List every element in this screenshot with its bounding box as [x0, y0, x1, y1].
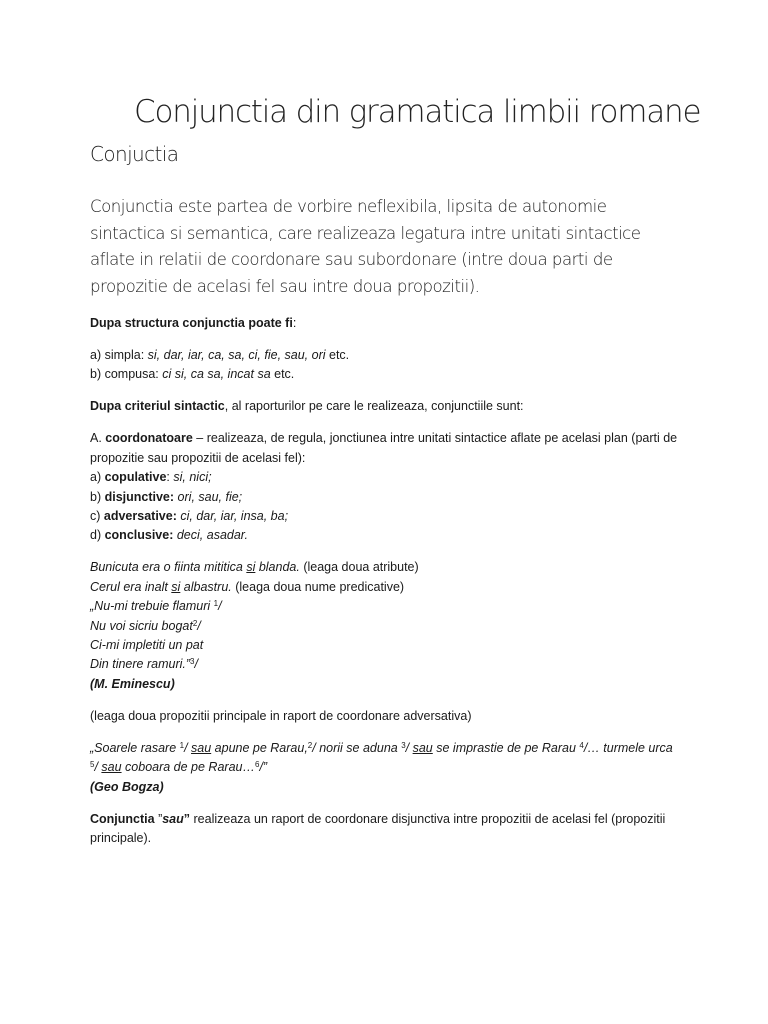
poem-line: Nu voi sicriu bogat$^2$/: [90, 618, 201, 633]
poem-author: (M. Eminescu): [90, 676, 175, 691]
example-line: Bunicuta era o fiinta mititica si blanda. (leaga doua atribute): [90, 560, 419, 575]
document-body: [90, 314, 680, 861]
structure-list: [90, 346, 680, 385]
list-item: c) adversative: ci, dar, iar, insa, ba;: [90, 509, 289, 524]
quote-block: [90, 739, 680, 797]
syntactic-paragraph: Dupa criteriul sintactic, al raporturilor pe care le realizeaza, conjunctiile sunt:: [90, 399, 524, 414]
list-item: a) copulative: si, nici;: [90, 470, 212, 485]
list-item: a) simpla: si, dar, iar, ca, sa, ci, fie, sau, ori etc.: [90, 348, 350, 362]
adversative-note: (leaga doua propozitii principale in raport de coordonare adversativa): [90, 708, 472, 723]
examples-block: [90, 558, 680, 694]
syntactic-heading: Dupa criteriul sintactic: [90, 399, 225, 414]
list-item: b) disjunctive: ori, sau, fie;: [90, 489, 243, 504]
list-item: d) conclusive: deci, asadar.: [90, 528, 248, 543]
structure-heading: Dupa structura conjunctia poate fi: [90, 316, 293, 330]
section-heading: Conjuctia: [90, 142, 179, 166]
conclusion-paragraph: Conjunctia ”sau” realizeaza un raport de coordonare disjunctiva intre propozitii de acelasi fel (propozitii principale).: [90, 811, 666, 846]
quote-text: „Soarele rasare $^1$/ sau apune pe Rarau,$^2$/ norii se aduna $^3$/ sau se imprastie de pe Rarau $^4$/… turmele urca $^5$/ sau coboara de pe Rarau…$^6$/”: [90, 740, 673, 775]
page-title: Conjunctia din gramatica limbii romane: [134, 94, 701, 130]
structure-heading-paragraph: Dupa structura conjunctia poate fi:: [90, 316, 297, 330]
list-item: b) compusa: ci si, ca sa, incat sa etc.: [90, 367, 295, 382]
poem-line: Din tinere ramuri.”$^3$/: [90, 657, 198, 672]
quote-author: (Geo Bogza): [90, 779, 164, 794]
coordination-definition: A. coordonatoare – realizeaza, de regula, jonctiunea intre unitati sintactice aflate pe acelasi plan (parti de propozitie sau propozitii de acelasi fel):: [90, 431, 678, 465]
coordination-section: [90, 429, 680, 545]
example-line: Cerul era inalt si albastru. (leaga doua nume predicative): [90, 579, 405, 594]
intro-paragraph: Conjunctia este partea de vorbire neflexibila, lipsita de autonomie sintactica si semantica, care realizeaza legatura intre unitati sintactice aflate in relatii de coordonare sau subordonare (intre doua parti de propozitie de acelasi fel sau intre doua propozitii).: [90, 197, 641, 296]
poem-line: „Nu-mi trebuie flamuri $^1$/: [90, 599, 222, 614]
poem-line: Ci-mi impletiti un pat: [90, 638, 204, 653]
